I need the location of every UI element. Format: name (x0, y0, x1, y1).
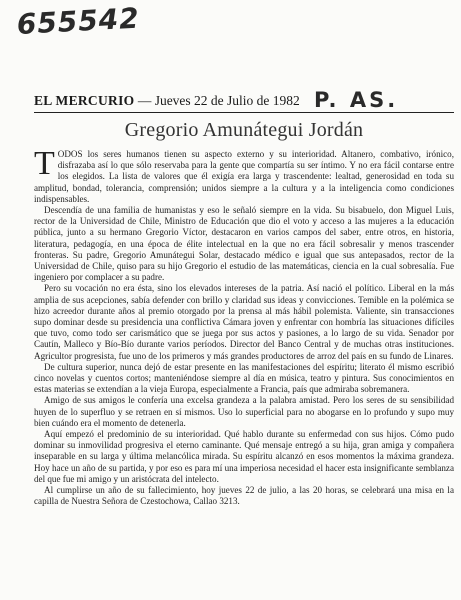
article-title: Gregorio Amunátegui Jordán (124, 119, 364, 141)
paragraph: Aquí empezó el predominio de su interioridad. Qué hablo durante su enfermedad con sus hijos. Cómo pudo dominar su inmovilidad progresiva el eterno caminante. Qué mensaje entregó a su hija, gran amiga y compañera inseparable en su larga y última melancólica mirada. Su espíritu alcanzó en esos momentos la máxima grandeza. Hoy hace un año de su partida, y por eso es para mí una imperiosa necesidad el hacer esta insignificante semblanza del que fue mi amigo y un aristócrata del intelecto. (34, 429, 454, 484)
publication-date: Jueves 22 de Julio de 1982 (154, 93, 300, 108)
header-rule (34, 112, 454, 113)
paragraph (34, 145, 454, 205)
paragraph-text: ODOS los seres humanos tienen su aspecto externo y su interioridad. Altanero, combativo, irónico, disfrazaba así lo que sólo reservaba para la gente que compartía su ser íntimo. Y no era fácil contarse entre los elegidos. La lista de valores que él exigía era larga y trascendente: lealtad, generosidad en toda su amplitud, bondad, tolerancia, comprensión; unidos siempre a la cultura y a la inteligencia como condiciones indispensables. (34, 149, 454, 204)
handwritten-catalog-number: 655542 (16, 1, 141, 41)
paragraph: Al cumplirse un año de su fallecimiento, hoy jueves 22 de julio, a las 20 horas, se celebrará una misa en la capilla de Nuestra Señora de Czestochowa, Callao 3213. (34, 485, 454, 507)
paragraph: Pero su vocación no era ésta, sino los elevados intereses de la patria. Así nació el político. Liberal en la más amplia de sus acepciones, sabía defender con brillo y claridad sus ideas y convicciones. Temible en la polémica se hizo acreedor durante años al premio otorgado por la prensa al más hábil polemista. Valiente, sin transacciones supo dominar desde su presidencia una conflictiva Cámara joven y enfrentar con hombría las situaciones difíciles que tuvo, como todo ser carismático que se juega por sus actos y pasiones, a lo largo de su vida. Senador por Cautín, Malleco y Bío-Bío durante varios períodos. Director del Banco Central y de muchas otras instituciones. Agricultor progresista, fue uno de los primeros y más grandes productores de arroz del país en su fundo de Linares. (34, 283, 454, 361)
paragraph: De cultura superior, nunca dejó de estar presente en las manifestaciones del espíritu; literato él mismo escribió cinco novelas y cuentos cortos; manteniéndose siempre al día en música, teatro y pintura. Sus conocimientos en estas materias se extendían a la vieja Europa, especialmente a Francia, país que admiraba sobremanera. (34, 361, 454, 395)
paragraph: Amigo de sus amigos le confería una excelsa grandeza a la palabra amistad. Pero los seres de su sensibilidad huyen de lo superfluo y se retraen en sí mismos. Uso lo superficial para no abogarse en lo profundo y supo muy bien cuándo era el momento de detenerla. (34, 395, 454, 428)
article-body (34, 145, 454, 508)
paragraph: Descendía de una familia de humanistas y eso le señaló siempre en la vida. Su bisabuelo, don Miguel Luis, rector de la Universidad de Chile, Ministro de Educación que dio el voto y acceso a las mujeres a la educación pública, junto a su hermano Gregorio Víctor, destacaron en varios campos del saber, entre otros, en historia, literatura, pedagogía, en una época de élite intelectual en la que no era fácil sobresalir y menos trascender fronteras. Su padre, Gregorio Amunátegui Solar, destacado médico e igual que sus antepasados, rector de la Universidad de Chile, quiso para su hijo Gregorio el estudio de las matemáticas, ciencia en la cual sobresalía. Fue ingeniero por complacer a su padre. (34, 205, 454, 283)
newspaper-name: EL MERCURIO (34, 93, 135, 108)
source-separator: — (137, 93, 152, 108)
source-line (34, 93, 300, 109)
handwritten-initials: P. AS. (314, 88, 399, 112)
drop-cap: T (34, 145, 55, 182)
